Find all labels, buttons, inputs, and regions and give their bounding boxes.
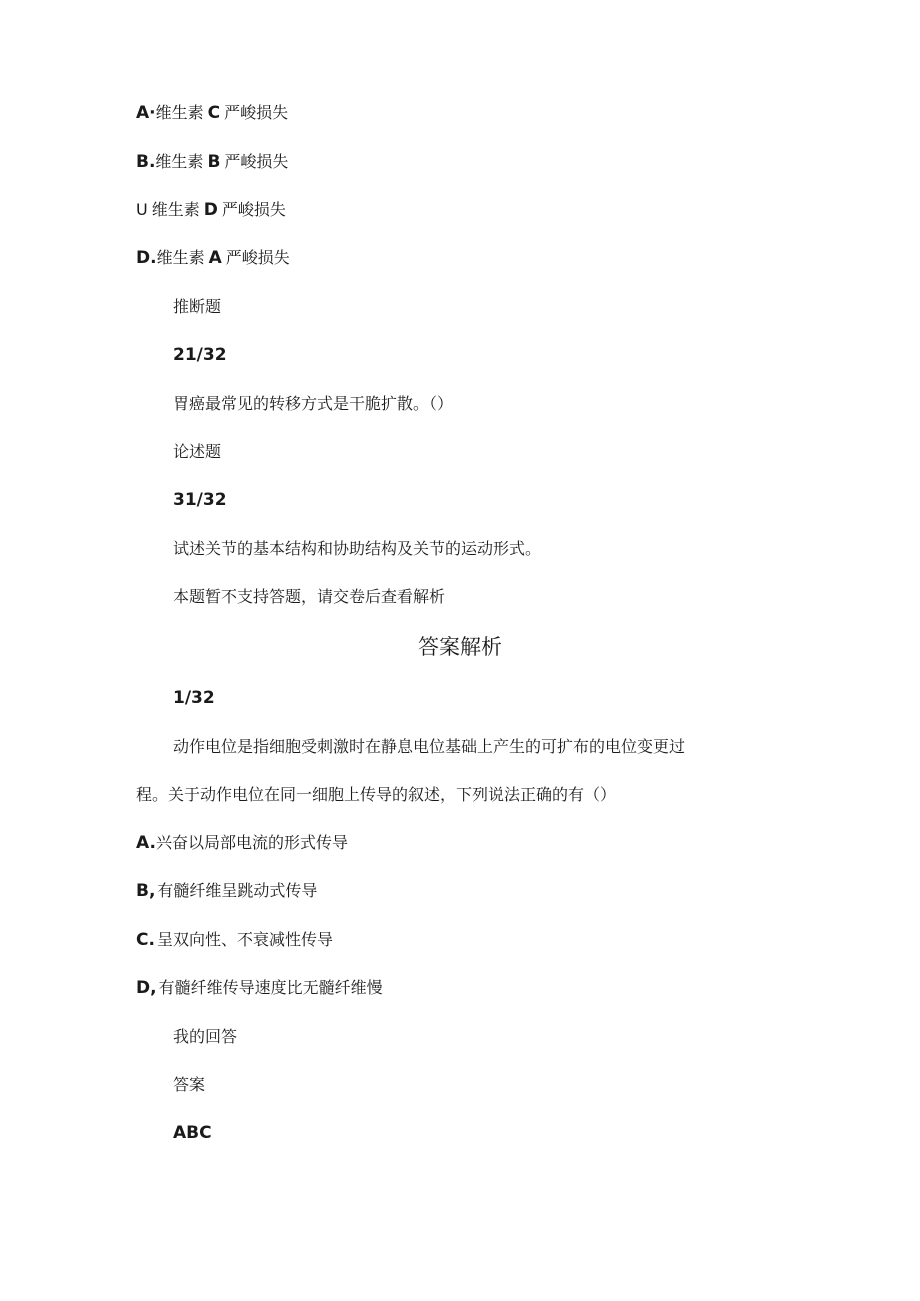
question-text-21: 胃癌最常见的转移方式是干脆扩散。（）: [173, 394, 454, 413]
question-text-31: 试述关节的基本结构和协助结构及关节的运动形式。: [173, 539, 542, 558]
option-text: 兴奋以局部电流的形式传导: [155, 833, 348, 852]
answer-label: 答案: [173, 1075, 206, 1094]
option-letter: A.: [136, 833, 156, 853]
option-text-post: 严峻损失: [224, 152, 289, 171]
option-c-vitamin-d: [136, 199, 286, 221]
option-text-pre: 维生素: [156, 248, 205, 267]
unsupported-answer-note: 本题暂不支持答题，请交卷后查看解析: [173, 587, 446, 606]
question-text-1-line1: 动作电位是指细胞受刺激时在静息电位基础上产生的可扩布的电位变更过: [173, 737, 686, 756]
section-heading-essay: 论述题: [173, 442, 222, 461]
option-b-vitamin-b: [136, 151, 288, 173]
option-letter: A·: [136, 103, 156, 123]
option-text-post: 严峻损失: [225, 248, 290, 267]
option-letter: D,: [136, 978, 157, 998]
question-number-31: 31/32: [173, 490, 227, 510]
option-text: 有髓纤维传导速度比无髓纤维慢: [158, 978, 383, 997]
answer-option-a: [136, 832, 348, 854]
option-text-pre: 维生素: [155, 152, 204, 171]
vitamin-letter: A: [208, 248, 222, 268]
section-heading-judgment: 推断题: [173, 297, 222, 316]
option-letter: U: [136, 200, 148, 219]
option-text: 有髓纤维呈跳动式传导: [157, 881, 318, 900]
option-letter: B.: [136, 152, 156, 172]
answer-value: ABC: [173, 1123, 212, 1143]
option-text-pre: 维生素: [151, 200, 200, 219]
option-text: 呈双向性、不衰减性传导: [156, 930, 333, 949]
vitamin-letter: D: [203, 200, 218, 220]
option-text-post: 严峻损失: [221, 200, 286, 219]
answer-option-b: [136, 880, 317, 902]
option-letter: D.: [136, 248, 157, 268]
vitamin-letter: C: [207, 103, 221, 123]
answer-option-c: [136, 929, 333, 951]
vitamin-letter: B: [207, 152, 221, 172]
question-number-21: 21/32: [173, 345, 227, 365]
option-letter: C.: [136, 930, 155, 950]
question-text-1-line2: 程。关于动作电位在同一细胞上传导的叙述，下列说法正确的有（）: [136, 785, 617, 804]
option-d-vitamin-a: [136, 247, 290, 269]
option-text-post: 严峻损失: [224, 103, 289, 122]
answer-option-d: [136, 977, 383, 999]
option-a-vitamin-c: [136, 102, 288, 124]
option-letter: B,: [136, 881, 156, 901]
option-text-pre: 维生素: [155, 103, 204, 122]
answers-title: 答案解析: [418, 635, 502, 659]
my-answer-label: 我的回答: [173, 1027, 238, 1046]
question-number-1: 1/32: [173, 688, 215, 708]
